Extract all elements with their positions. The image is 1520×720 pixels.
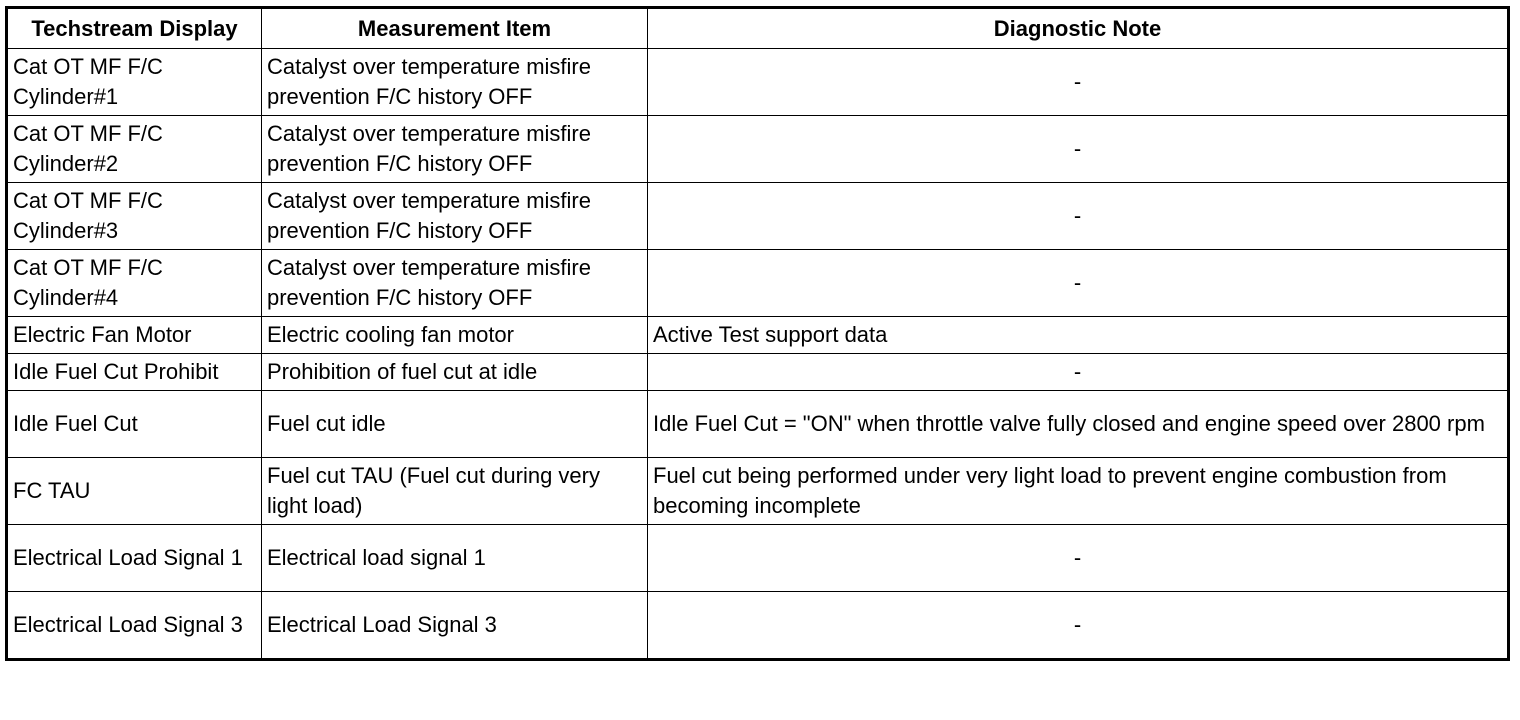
table-row (7, 250, 1509, 317)
table-row (7, 183, 1509, 250)
display-cell: Electric Fan Motor (7, 317, 262, 354)
display-cell: Electrical Load Signal 3 (7, 592, 262, 660)
table-row (7, 49, 1509, 116)
note-cell: - (648, 525, 1509, 592)
diagnostic-data-table (5, 6, 1510, 661)
display-cell: Cat OT MF F/C Cylinder#4 (7, 250, 262, 317)
note-cell: - (648, 183, 1509, 250)
table-row (7, 116, 1509, 183)
note-cell: - (648, 250, 1509, 317)
table-row (7, 458, 1509, 525)
measurement-cell: Prohibition of fuel cut at idle (262, 354, 648, 391)
table-row (7, 592, 1509, 660)
column-header-item: Measurement Item (262, 8, 648, 49)
column-header-display: Techstream Display (7, 8, 262, 49)
display-cell: Idle Fuel Cut (7, 391, 262, 458)
measurement-cell: Catalyst over temperature misfire prevention F/C history OFF (262, 116, 648, 183)
measurement-cell: Electrical load signal 1 (262, 525, 648, 592)
note-cell: Fuel cut being performed under very light load to prevent engine combustion from becoming incomplete (648, 458, 1509, 525)
measurement-cell: Catalyst over temperature misfire prevention F/C history OFF (262, 183, 648, 250)
table-row (7, 354, 1509, 391)
note-cell: Active Test support data (648, 317, 1509, 354)
display-cell: Idle Fuel Cut Prohibit (7, 354, 262, 391)
measurement-cell: Catalyst over temperature misfire prevention F/C history OFF (262, 250, 648, 317)
display-cell: FC TAU (7, 458, 262, 525)
display-cell: Cat OT MF F/C Cylinder#3 (7, 183, 262, 250)
measurement-cell: Catalyst over temperature misfire prevention F/C history OFF (262, 49, 648, 116)
note-cell: Idle Fuel Cut = "ON" when throttle valve fully closed and engine speed over 2800 rpm (648, 391, 1509, 458)
measurement-cell: Electric cooling fan motor (262, 317, 648, 354)
measurement-cell: Fuel cut idle (262, 391, 648, 458)
measurement-cell: Electrical Load Signal 3 (262, 592, 648, 660)
note-cell: - (648, 592, 1509, 660)
header-row (7, 8, 1509, 49)
display-cell: Cat OT MF F/C Cylinder#1 (7, 49, 262, 116)
table-row (7, 525, 1509, 592)
display-cell: Cat OT MF F/C Cylinder#2 (7, 116, 262, 183)
measurement-cell: Fuel cut TAU (Fuel cut during very light load) (262, 458, 648, 525)
note-cell: - (648, 49, 1509, 116)
display-cell: Electrical Load Signal 1 (7, 525, 262, 592)
note-cell: - (648, 116, 1509, 183)
table-row (7, 317, 1509, 354)
note-cell: - (648, 354, 1509, 391)
table-row (7, 391, 1509, 458)
column-header-note: Diagnostic Note (648, 8, 1509, 49)
